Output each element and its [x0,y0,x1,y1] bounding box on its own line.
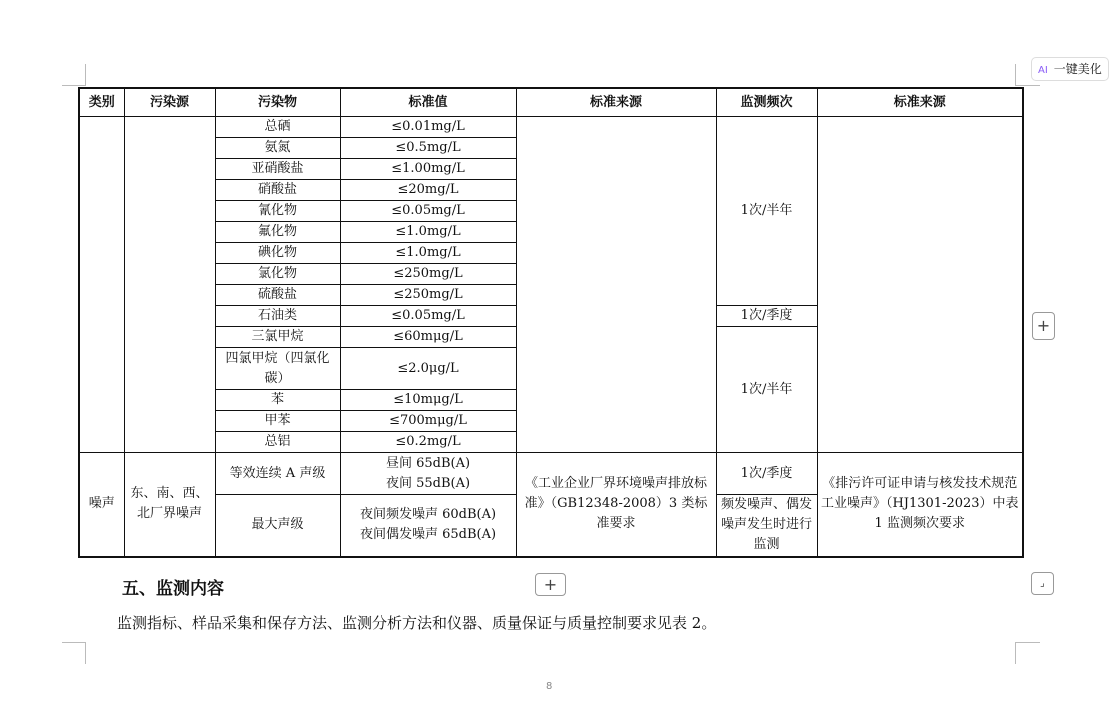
source-cell [124,117,215,453]
pollutant-cell: 亚硝酸盐 [215,159,340,180]
add-row-button[interactable]: + [535,573,566,596]
value-cell: ≤60mμg/L [340,327,516,348]
value-cell: 昼间 65dB(A) 夜间 55dB(A) [340,453,516,495]
value-cell: ≤0.05mg/L [340,201,516,222]
pollutant-cell: 硫酸盐 [215,285,340,306]
paragraph: 监测指标、样品采集和保存方法、监测分析方法和仪器、质量保证与质量控制要求见表 2。 [117,614,717,632]
table-header-row [79,88,1023,117]
header-cell: 标准值 [340,88,516,117]
header-cell: 污染源 [124,88,215,117]
pollutant-cell: 甲苯 [215,411,340,432]
header-cell: 标准来源 [817,88,1023,117]
pollutant-cell: 总铝 [215,432,340,453]
pollutant-cell: 等效连续 A 声级 [215,453,340,495]
value-cell: 夜间频发噪声 60dB(A) 夜间偶发噪声 65dB(A) [340,495,516,557]
table-row [79,117,1023,138]
pollutant-cell: 苯 [215,390,340,411]
pollutant-cell: 氨氮 [215,138,340,159]
corner-mark [1015,64,1016,86]
pollutant-cell: 氯化物 [215,264,340,285]
category-cell: 噪声 [79,453,124,557]
header-cell: 标准来源 [516,88,716,117]
pollutant-cell: 最大声级 [215,495,340,557]
header-cell: 监测频次 [716,88,817,117]
corner-mark [62,642,85,643]
pollutant-cell: 硝酸盐 [215,180,340,201]
corner-mark [1015,642,1040,643]
value-cell: ≤1.00mg/L [340,159,516,180]
section-heading: 五、监测内容 [122,579,224,599]
resize-table-icon[interactable]: ⌟ [1031,572,1054,595]
pollutant-cell: 四氯甲烷（四氯化碳） [215,348,340,390]
standard-source-cell [516,117,716,453]
frequency-cell: 频发噪声、偶发噪声发生时进行监测 [716,495,817,557]
frequency-cell: 1次/半年 [716,117,817,306]
value-cell: ≤0.01mg/L [340,117,516,138]
ai-icon: AI [1038,65,1048,76]
frequency-cell: 1次/半年 [716,327,817,453]
frequency-cell: 1次/季度 [716,453,817,495]
pollutant-cell: 碘化物 [215,243,340,264]
corner-mark [85,642,86,664]
value-cell: ≤1.0mg/L [340,243,516,264]
value-cell: ≤0.2mg/L [340,432,516,453]
frequency-cell: 1次/季度 [716,306,817,327]
category-cell [79,117,124,453]
value-cell: ≤700mμg/L [340,411,516,432]
header-cell: 类别 [79,88,124,117]
page-number: 8 [546,681,553,692]
pollutant-cell: 氰化物 [215,201,340,222]
value-cell: ≤0.5mg/L [340,138,516,159]
pollutant-cell: 氟化物 [215,222,340,243]
value-cell: ≤20mg/L [340,180,516,201]
value-cell: ≤250mg/L [340,285,516,306]
ai-beautify-button[interactable]: AI 一键美化 [1031,57,1109,81]
standard-source-cell: 《工业企业厂界环境噪声排放标准》（GB12348-2008）3 类标准要求 [516,453,716,557]
corner-mark [85,64,86,86]
value-cell: ≤0.05mg/L [340,306,516,327]
value-cell: ≤1.0mg/L [340,222,516,243]
table-row [79,453,1023,495]
corner-mark [1015,642,1016,664]
source-cell: 东、南、西、北厂界噪声 [124,453,215,557]
corner-mark [62,85,85,86]
standard-source-cell: 《排污许可证申请与核发技术规范 工业噪声》（HJ1301-2023）中表 1 监测频次要求 [817,453,1023,557]
header-cell: 污染物 [215,88,340,117]
value-cell: ≤2.0μg/L [340,348,516,390]
value-cell: ≤250mg/L [340,264,516,285]
add-button[interactable]: + [1032,312,1055,340]
monitoring-table [78,87,1024,558]
pollutant-cell: 三氯甲烷 [215,327,340,348]
corner-mark [1015,85,1040,86]
pollutant-cell: 总硒 [215,117,340,138]
pollutant-cell: 石油类 [215,306,340,327]
standard-source-cell [817,117,1023,453]
value-cell: ≤10mμg/L [340,390,516,411]
